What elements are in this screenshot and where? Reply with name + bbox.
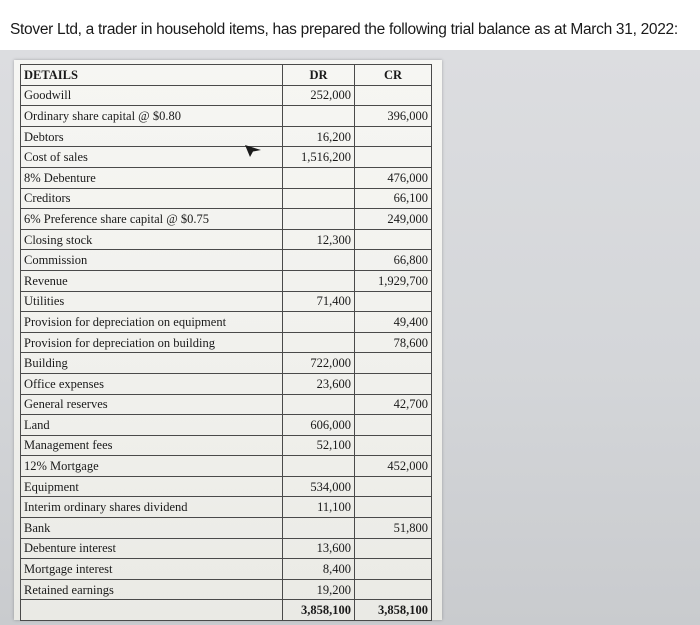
- row-cr-value: [355, 126, 432, 147]
- table-row: [21, 538, 432, 559]
- row-label: Debtors: [21, 126, 283, 147]
- table-row: [21, 126, 432, 147]
- header-dr: DR: [283, 65, 355, 86]
- row-dr-value: [283, 312, 355, 333]
- total-dr-value: 3,858,100: [283, 600, 355, 621]
- row-label: Building: [21, 353, 283, 374]
- row-cr-value: [355, 373, 432, 394]
- row-label: Revenue: [21, 270, 283, 291]
- table-row: [21, 291, 432, 312]
- row-label: Management fees: [21, 435, 283, 456]
- trial-balance-table: [20, 64, 432, 621]
- row-dr-value: [283, 250, 355, 271]
- row-label: Interim ordinary shares dividend: [21, 497, 283, 518]
- row-label: 12% Mortgage: [21, 456, 283, 477]
- row-cr-value: 396,000: [355, 106, 432, 127]
- row-cr-value: 78,600: [355, 332, 432, 353]
- row-dr-value: [283, 167, 355, 188]
- row-cr-value: [355, 579, 432, 600]
- row-dr-value: 23,600: [283, 373, 355, 394]
- row-cr-value: [355, 415, 432, 436]
- row-dr-value: 52,100: [283, 435, 355, 456]
- row-label: Land: [21, 415, 283, 436]
- row-dr-value: [283, 394, 355, 415]
- row-dr-value: [283, 270, 355, 291]
- row-cr-value: [355, 85, 432, 106]
- row-dr-value: 606,000: [283, 415, 355, 436]
- table-row: [21, 476, 432, 497]
- table-row: [21, 167, 432, 188]
- row-cr-value: 51,800: [355, 518, 432, 539]
- row-dr-value: 11,100: [283, 497, 355, 518]
- table-row: [21, 250, 432, 271]
- row-dr-value: 8,400: [283, 559, 355, 580]
- row-cr-value: 476,000: [355, 167, 432, 188]
- row-label: 8% Debenture: [21, 167, 283, 188]
- row-cr-value: [355, 147, 432, 168]
- row-dr-value: [283, 332, 355, 353]
- mouse-cursor-icon: [244, 142, 262, 158]
- row-dr-value: [283, 456, 355, 477]
- table-header-row: [21, 65, 432, 86]
- table-row: [21, 415, 432, 436]
- row-cr-value: [355, 291, 432, 312]
- table-row: [21, 209, 432, 230]
- row-dr-value: 13,600: [283, 538, 355, 559]
- table-row: [21, 188, 432, 209]
- table-row: [21, 147, 432, 168]
- header-cr: CR: [355, 65, 432, 86]
- row-cr-value: [355, 497, 432, 518]
- row-label: Utilities: [21, 291, 283, 312]
- table-row: [21, 579, 432, 600]
- row-label: Closing stock: [21, 229, 283, 250]
- row-dr-value: 12,300: [283, 229, 355, 250]
- totals-row: [21, 600, 432, 621]
- table-row: [21, 270, 432, 291]
- heading-text: Stover Ltd, a trader in household items, has prepared the following trial balance as at March 31, 2022:: [10, 21, 678, 38]
- table-row: [21, 353, 432, 374]
- row-dr-value: 16,200: [283, 126, 355, 147]
- row-label: Goodwill: [21, 85, 283, 106]
- row-cr-value: 66,100: [355, 188, 432, 209]
- row-cr-value: 452,000: [355, 456, 432, 477]
- row-label: Mortgage interest: [21, 559, 283, 580]
- row-dr-value: 252,000: [283, 85, 355, 106]
- row-label: Provision for depreciation on building: [21, 332, 283, 353]
- row-cr-value: [355, 476, 432, 497]
- table-row: [21, 456, 432, 477]
- table-row: [21, 332, 432, 353]
- table-row: [21, 518, 432, 539]
- row-dr-value: 722,000: [283, 353, 355, 374]
- row-dr-value: 71,400: [283, 291, 355, 312]
- total-cr-value: 3,858,100: [355, 600, 432, 621]
- row-label: Bank: [21, 518, 283, 539]
- row-label: Retained earnings: [21, 579, 283, 600]
- row-label: Ordinary share capital @ $0.80: [21, 106, 283, 127]
- row-cr-value: [355, 559, 432, 580]
- table-row: [21, 497, 432, 518]
- row-label: Office expenses: [21, 373, 283, 394]
- row-cr-value: 49,400: [355, 312, 432, 333]
- table-row: [21, 435, 432, 456]
- row-cr-value: 42,700: [355, 394, 432, 415]
- row-dr-value: [283, 518, 355, 539]
- row-label: Commission: [21, 250, 283, 271]
- question-heading: [0, 0, 700, 50]
- row-dr-value: 534,000: [283, 476, 355, 497]
- table-row: [21, 106, 432, 127]
- row-cr-value: 1,929,700: [355, 270, 432, 291]
- row-dr-value: 19,200: [283, 579, 355, 600]
- row-label: 6% Preference share capital @ $0.75: [21, 209, 283, 230]
- row-dr-value: 1,516,200: [283, 147, 355, 168]
- row-label: Provision for depreciation on equipment: [21, 312, 283, 333]
- table-row: [21, 229, 432, 250]
- table-row: [21, 394, 432, 415]
- table-row: [21, 373, 432, 394]
- row-cr-value: [355, 229, 432, 250]
- table-row: [21, 85, 432, 106]
- row-label: Debenture interest: [21, 538, 283, 559]
- row-cr-value: [355, 353, 432, 374]
- totals-label: [21, 600, 283, 621]
- row-cr-value: [355, 435, 432, 456]
- row-label: Equipment: [21, 476, 283, 497]
- row-cr-value: [355, 538, 432, 559]
- row-dr-value: [283, 209, 355, 230]
- row-label: Creditors: [21, 188, 283, 209]
- header-details: DETAILS: [21, 65, 283, 86]
- row-dr-value: [283, 106, 355, 127]
- row-dr-value: [283, 188, 355, 209]
- row-label: General reserves: [21, 394, 283, 415]
- row-cr-value: 249,000: [355, 209, 432, 230]
- table-row: [21, 559, 432, 580]
- table-row: [21, 312, 432, 333]
- row-cr-value: 66,800: [355, 250, 432, 271]
- row-label: Cost of sales: [21, 147, 283, 168]
